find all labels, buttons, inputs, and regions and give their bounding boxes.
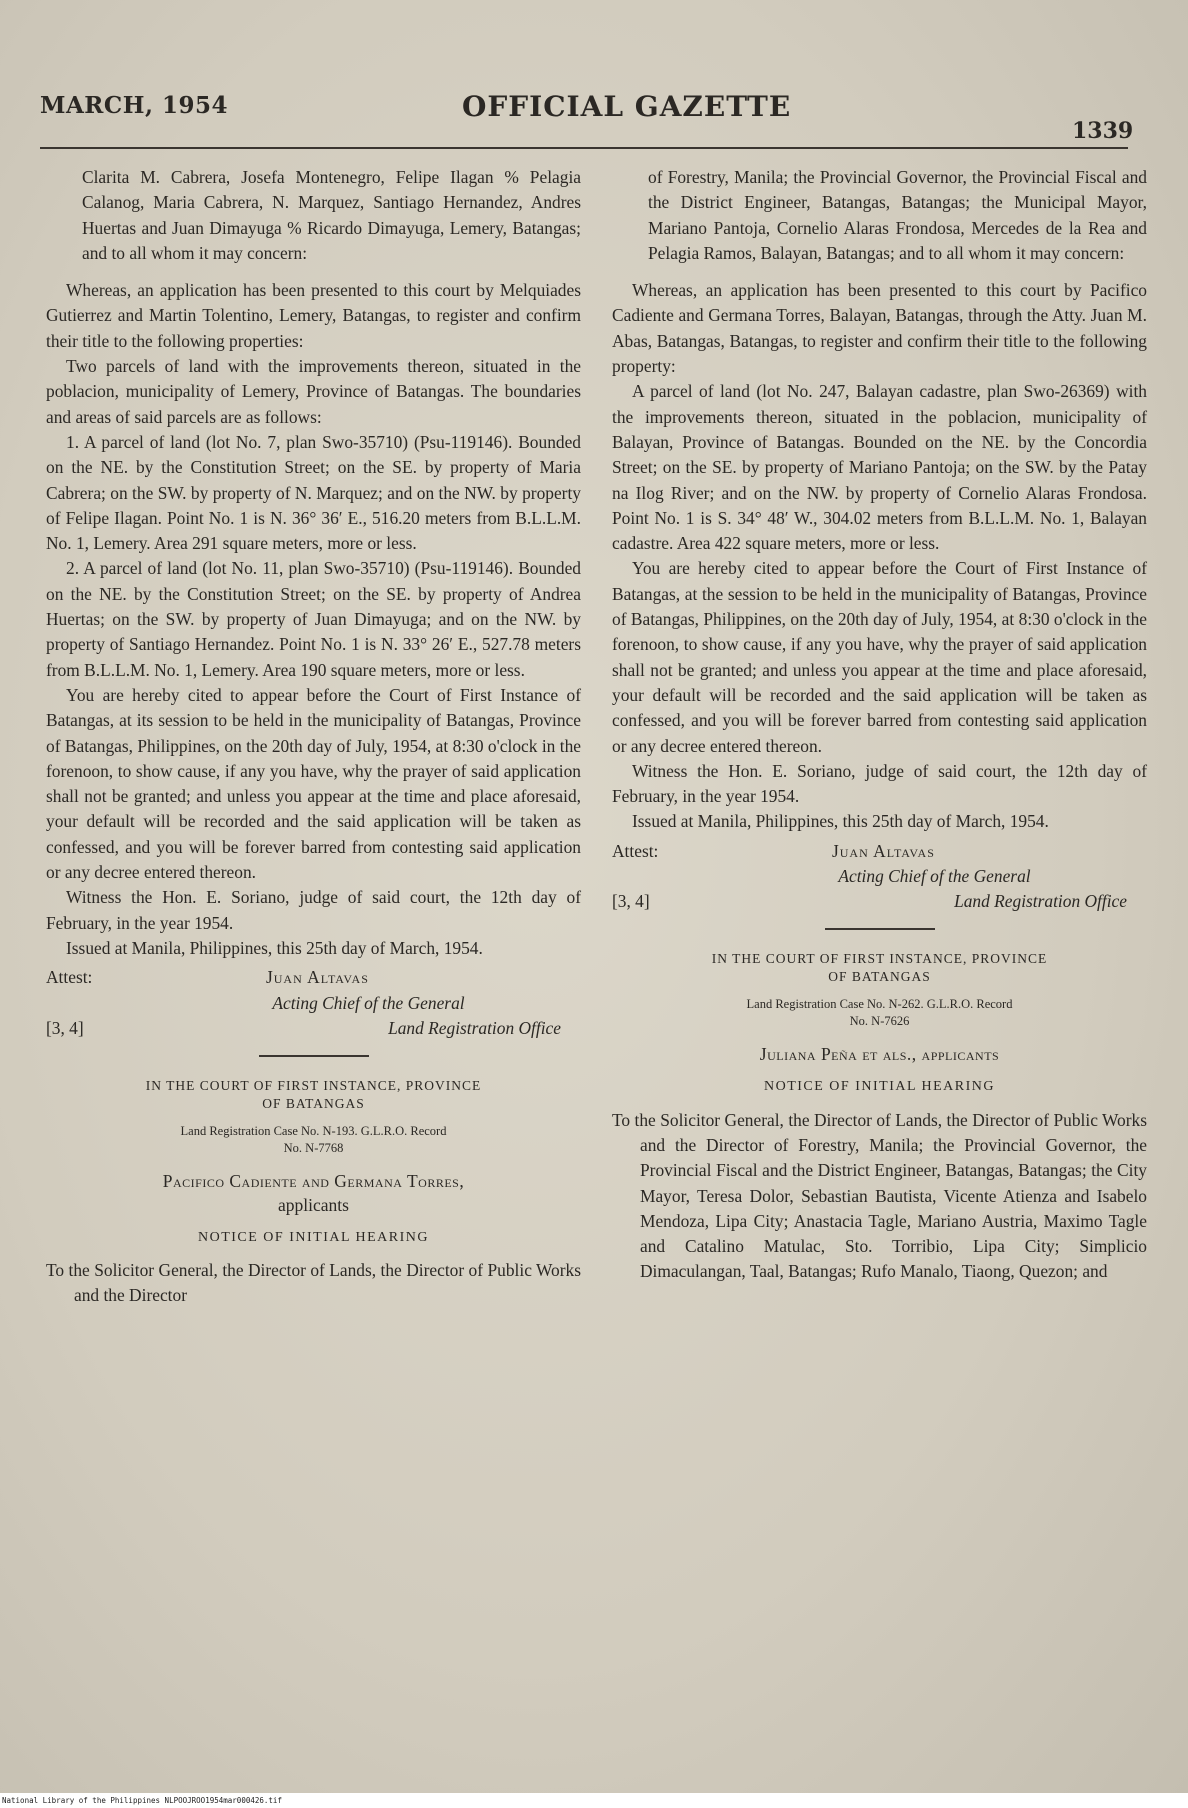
left-section-divider [259, 1055, 369, 1057]
header-rule [40, 147, 1128, 149]
left-attest-row [46, 965, 581, 990]
right-section-divider [825, 928, 935, 930]
left-attest-label: Attest: [46, 967, 93, 988]
left-applicants-names [46, 1169, 581, 1193]
right-court-header-2: OF BATANGAS [828, 969, 931, 985]
right-attest-name: Juan Altavas [832, 840, 935, 861]
left-applicants-word: applicants [278, 1194, 349, 1215]
left-attest-title-1: Acting Chief of the General [272, 992, 465, 1013]
left-parcel-1: 1. A parcel of land (lot No. 7, plan Swo-35710) (Psu-119146). Bounded on the NE. by the Constitution Street; on the SE. by property of Maria Cabrera; on the SW. by property of N. Marquez; and on the NW. by property of Felipe Ilagan. Point No. 1 is N. 36° 36′ E., 516.20 meters from B.L.L.M. No. 1, Lemery. Area 291 square meters, more or less. [46, 431, 581, 554]
left-whereas-paragraph: Whereas, an application has been presented to this court by Melquiades Gutierrez and Martin Tolentino, Lemery, Batangas, to register and confirm their title to the following properties: [46, 280, 581, 351]
right-parcel-paragraph: A parcel of land (lot No. 247, Balayan cadastre, plan Swo-26369) with the improvements thereon, situated in the poblacion, municipality of Balayan, Province of Batangas. Bounded on the NE. by the Concordia Street; on the SE. by property of Mariano Pantoja; on the SW. by the Patay na Ilog River; and on the NW. by property of Cornelio Alaras Frondosa. Point No. 1 is S. 34° 48′ W., 304.02 meters from B.L.L.M. No. 1, Balayan cadastre. Area 422 square meters, more or less. [612, 381, 1147, 554]
left-column [46, 165, 581, 1309]
right-attest-row [612, 839, 1147, 864]
left-court-header-1: IN THE COURT OF FIRST INSTANCE, PROVINCE [145, 1077, 482, 1093]
left-case-line-1: Land Registration Case No. N-193. G.L.R.O. Record [180, 1123, 447, 1138]
left-attest-code: [3, 4] [46, 1017, 84, 1038]
left-attest-code-row [46, 1016, 581, 1041]
left-addressees: Clarita M. Cabrera, Josefa Montenegro, Felipe Ilagan % Pelagia Calanog, Maria Cabrera, N. Marquez, Santiago Hernandez, Andres Huertas and Juan Dimayuga % Ricardo Dimayuga, Lemery, Batangas; and to all whom it may concern: [82, 167, 581, 263]
right-issued-paragraph: Issued at Manila, Philippines, this 25th day of March, 1954. [632, 811, 1049, 832]
left-witness-paragraph: Witness the Hon. E. Soriano, judge of said court, the 12th day of February, in the year 1954. [46, 887, 581, 933]
right-witness-paragraph: Witness the Hon. E. Soriano, judge of said court, the 12th day of February, in the year 1954. [612, 760, 1147, 807]
right-applicants-line-text: Juliana Peña et als., applicants [759, 1044, 1000, 1065]
left-to-paragraph: To the Solicitor General, the Director of Lands, the Director of Public Works and the Director [46, 1260, 581, 1306]
right-addressees-continued: of Forestry, Manila; the Provincial Governor, the Provincial Fiscal and the District Engineer, Batangas, Batangas; the Municipal Mayor, Mariano Pantoja, Cornelio Alaras Frondosa, Mercedes de la Rea and Pelagia Ramos, Balayan, Batangas; and to all whom it may concern: [648, 167, 1147, 263]
left-attest-name: Juan Altavas [266, 967, 369, 988]
left-notice-heading: NOTICE OF INITIAL HEARING [197, 1229, 429, 1245]
header-date: MARCH, 1954 [40, 92, 228, 119]
left-applicants-names-text: Pacifico Cadiente and Germana Torres, [162, 1170, 465, 1191]
right-attest-label: Attest: [612, 840, 659, 861]
right-attest-title-1: Acting Chief of the General [838, 866, 1031, 887]
left-parcel-2: 2. A parcel of land (lot No. 11, plan Swo-35710) (Psu-119146). Bounded on the NE. by the Constitution Street; on the SE. by property of Andrea Huertas; on the SW. by property of Juan Dimayuga; and on the NW. by property of Santiago Hernandez. Point No. 1 is N. 33° 26′ E., 527.78 meters from B.L.L.M. No. 1, Lemery. Area 190 square meters, more or less. [46, 558, 581, 680]
right-notice-heading: NOTICE OF INITIAL HEARING [763, 1079, 995, 1095]
left-issued-paragraph: Issued at Manila, Philippines, this 25th day of March, 1954. [66, 937, 483, 958]
right-applicants-line [612, 1042, 1147, 1066]
left-case-line-2: No. N-7768 [283, 1140, 344, 1155]
right-case-line-2: No. N-7626 [849, 1014, 910, 1029]
left-attest-title-2: Land Registration Office [388, 1017, 561, 1038]
left-court-header-2: OF BATANGAS [262, 1095, 365, 1111]
right-to-paragraph: To the Solicitor General, the Director of Lands, the Director of Public Works and the Director of Forestry, Manila; the Provincial Governor, the Provincial Fiscal and the District Engineer, Batangas, Batangas; the City Mayor, Teresa Dolor, Sebastian Bautista, Vicente Atienza and Isabelo Mendoza, Lipa City; Anastacia Tagle, Mariano Austria, Maximo Tagle and Catalino Matulac, Sto. Torribio, Lipa City; Simplicio Dimaculangan, Taal, Batangas; Rufo Manalo, Tiaong, Quezon; and [612, 1109, 1147, 1282]
right-citation-paragraph: You are hereby cited to appear before the Court of First Instance of Batangas, at the session to be held in the municipality of Batangas, Province of Batangas, Philippines, on the 20th day of July, 1954, at 8:30 o'clock in the forenoon, to show cause, if any you have, why the prayer of said application shall not be granted; and unless you appear at the time and place aforesaid, your default will be recorded and the said application will be taken as confessed, and you will be forever barred from contesting said application or any decree entered thereon. [612, 558, 1147, 756]
right-attest-code: [3, 4] [612, 891, 650, 912]
right-court-header-1: IN THE COURT OF FIRST INSTANCE, PROVINCE [711, 951, 1048, 967]
scan-footer: National Library of the Philippines NLPOOJROO1954mar000426.tif [0, 1793, 1188, 1808]
page-number: 1339 [1072, 118, 1134, 144]
left-parcels-paragraph: Two parcels of land with the improvements thereon, situated in the poblacion, municipality of Lemery, Province of Batangas. The boundaries and areas of said parcels are as follows: [46, 356, 581, 427]
right-whereas-paragraph: Whereas, an application has been presented to this court by Pacifico Cadiente and Germana Torres, Balayan, Batangas, through the Atty. Juan M. Abas, Batangas, Batangas, to register and confirm their title to the following property: [612, 280, 1147, 377]
publication-title: OFFICIAL GAZETTE [462, 90, 792, 123]
right-case-line-1: Land Registration Case No. N-262. G.L.R.O. Record [746, 997, 1013, 1012]
right-attest-code-row [612, 889, 1147, 914]
right-attest-title-2: Land Registration Office [954, 891, 1127, 912]
left-citation-paragraph: You are hereby cited to appear before the Court of First Instance of Batangas, at its session to be held in the municipality of Batangas, Province of Batangas, Philippines, on the 20th day of July, 1954, at 8:30 o'clock in the forenoon, to show cause, if any you have, why the prayer of said application shall not be granted; and unless you appear at the time and place aforesaid, your default will be recorded and the said application will be taken as confessed, and you will be forever barred from contesting said application or any decree entered thereon. [46, 684, 581, 883]
right-column [612, 165, 1147, 1285]
